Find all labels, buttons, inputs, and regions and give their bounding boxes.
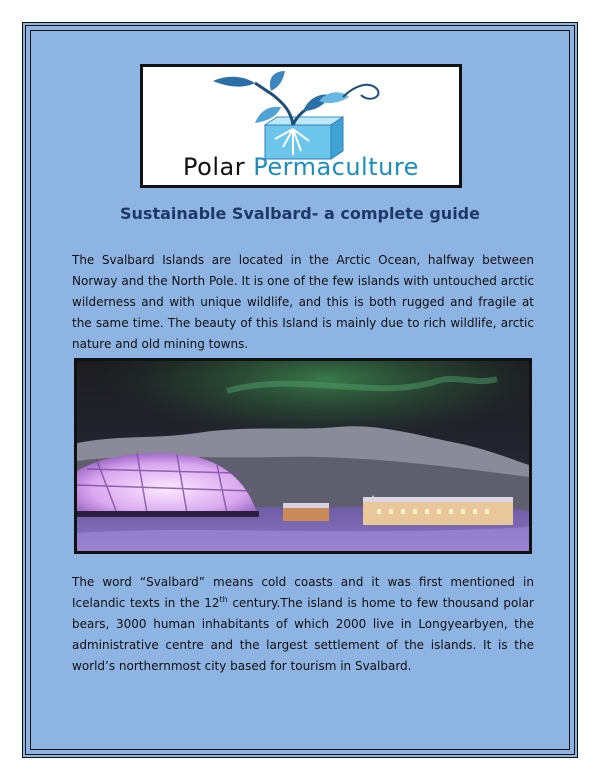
logo-word-polar: Polar bbox=[183, 153, 246, 181]
logo-wordmark bbox=[143, 153, 459, 181]
history-text-end: century.The island is home to few thousand polar bears, 3000 human inhabitants of which 2000 live in Longyearbyen, the administrative centre and the largest settlement of the islands. It is the world’s northernmost city based for tourism in Svalbard. bbox=[72, 596, 534, 673]
page-title: Sustainable Svalbard- a complete guide bbox=[120, 204, 480, 223]
history-text-start: The word “Svalbard” means cold coasts and it was first mentioned in Icelandic texts in the 12 bbox=[72, 575, 534, 610]
document-page bbox=[22, 22, 578, 758]
intro-paragraph: The Svalbard Islands are located in the Arctic Ocean, halfway between Norway and the North Pole. It is one of the few islands with untouched arctic wilderness and with unique wildlife, and this is both rugged and fragile at the same time. The beauty of this Island is mainly due to rich wildlife, arctic nature and old mining towns. bbox=[72, 253, 534, 351]
polar-permaculture-logo bbox=[140, 64, 462, 188]
aurora-dome-photo bbox=[74, 358, 532, 554]
logo-word-permaculture: Permaculture bbox=[253, 153, 419, 181]
history-paragraph bbox=[72, 572, 534, 677]
superscript-th: th bbox=[219, 595, 228, 604]
night-landscape-image bbox=[77, 361, 529, 551]
